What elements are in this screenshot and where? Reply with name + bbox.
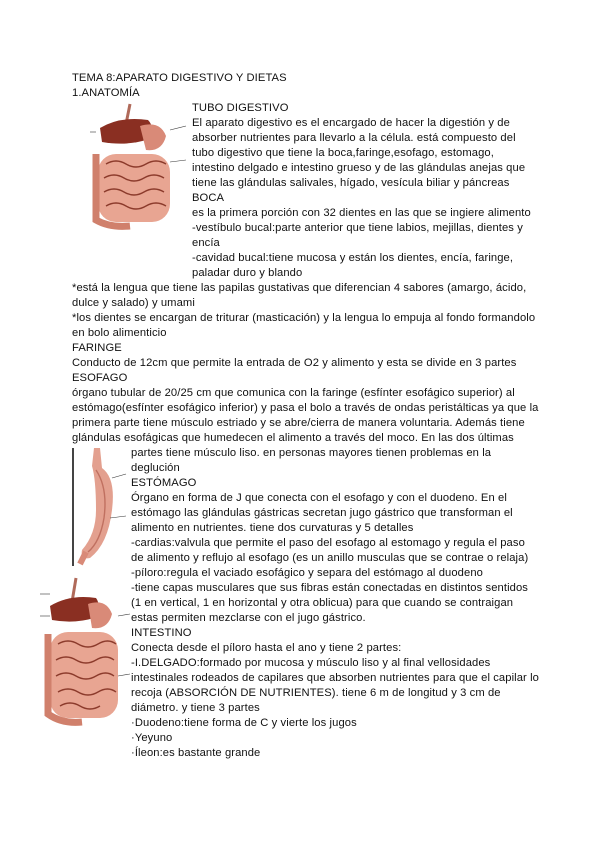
heading-estomago: ESTÓMAGO <box>131 477 197 489</box>
text-line: intestino delgado e intestino grueso y de las glándulas anejas que <box>192 162 526 174</box>
text-line: estómago(esfínter esofágico inferior) y pasa el bolo a través de ondas peristálticas ya que la <box>72 402 539 414</box>
text-line: diámetro. y tiene 3 partes <box>131 702 260 714</box>
text-line: -tiene capas musculares que sus fibras están conectadas en distintos sentidos <box>131 582 528 594</box>
text-line: recoja (ABSORCIÓN DE NUTRIENTES). tiene 6 m de longitud y 3 cm de <box>131 687 501 699</box>
text-line: en bolo alimenticio <box>72 327 167 339</box>
text-line: Conducto de 12cm que permite la entrada de O2 y alimento y esta se divide en 3 partes <box>72 357 517 369</box>
text-line: es la primera porción con 32 dientes en las que se ingiere alimento <box>192 207 531 219</box>
text-line: -I.DELGADO:formado por mucosa y músculo liso y al final vellosidades <box>131 657 491 669</box>
text-line: El aparato digestivo es el encargado de hacer la digestión y de <box>192 117 510 129</box>
heading-boca: BOCA <box>192 192 225 204</box>
text-line: -cavidad bucal:tiene mucosa y están los dientes, encía, faringe, <box>192 252 514 264</box>
text-line: ·Duodeno:tiene forma de C y vierte los jugos <box>131 717 357 729</box>
digestive-system-illustration-2 <box>40 576 130 726</box>
text-line: primera parte tiene músculo estriado y se abre/cierra de manera voluntaria. Además tiene <box>72 417 525 429</box>
text-line: -vestíbulo bucal:parte anterior que tiene labios, mejillas, dientes y <box>192 222 523 234</box>
section-heading: 1.ANATOMÍA <box>72 87 140 99</box>
text-line: Órgano en forma de J que conecta con el esofago y con el duodeno. En el <box>131 492 507 504</box>
heading-tubo-digestivo: TUBO DIGESTIVO <box>192 102 289 114</box>
text-line: -píloro:regula el vaciado esofágico y separa del estómago al duodeno <box>131 567 483 579</box>
text-line: paladar duro y blando <box>192 267 303 279</box>
text-line: estómago las glándulas gástricas secretan jugo gástrico que transforman el <box>131 507 513 519</box>
text-line: ·Íleon:es bastante grande <box>131 747 261 759</box>
text-line: órgano tubular de 20/25 cm que comunica con la faringe (esfínter esofágico superior) al <box>72 387 515 399</box>
text-line: dulce y salado) y umami <box>72 297 195 309</box>
text-line: (1 en vertical, 1 en horizontal y otra oblicua) para que cuando se contraigan <box>131 597 514 609</box>
page-title: TEMA 8:APARATO DIGESTIVO Y DIETAS <box>72 72 287 84</box>
heading-intestino: INTESTINO <box>131 627 192 639</box>
text-line: -cardias:valvula que permite el paso del esofago al estomago y regula el paso <box>131 537 525 549</box>
text-line: partes tiene músculo liso. en personas mayores tienen problemas en la <box>131 447 492 459</box>
heading-esofago: ESOFAGO <box>72 372 128 384</box>
text-line: encía <box>192 237 220 249</box>
text-line: estas permiten mezclarse con el jugo gástrico. <box>131 612 366 624</box>
text-line: ·Yeyuno <box>131 732 173 744</box>
text-line: alimento en nutrientes. tiene dos curvaturas y 5 detalles <box>131 522 414 534</box>
digestive-system-illustration <box>90 102 188 234</box>
stomach-illustration <box>72 448 127 566</box>
text-line: Conecta desde el píloro hasta el ano y tiene 2 partes: <box>131 642 402 654</box>
text-line: intestinales rodeados de capilares que absorben nutrientes para que el capilar lo <box>131 672 540 684</box>
text-line: de alimento y reflujo al esofago (es un anillo musculas que se contrae o relaja) <box>131 552 529 564</box>
text-line: *los dientes se encargan de triturar (masticación) y la lengua lo empuja al fondo formandolo <box>72 312 536 324</box>
text-line: tiene las glándulas salivales, hígado, vesícula biliar y páncreas <box>192 177 510 189</box>
heading-faringe: FARINGE <box>72 342 122 354</box>
text-line: absorber nutrientes para llevarlo a la célula. está compuesto del <box>192 132 516 144</box>
text-line: glándulas esofágicas que humedecen el alimento a través del moco. En las dos últimas <box>72 432 514 444</box>
text-line: tubo digestivo que tiene la boca,faringe,esofago, estomago, <box>192 147 494 159</box>
text-line: deglución <box>131 462 180 474</box>
text-line: *está la lengua que tiene las papilas gustativas que diferencian 4 sabores (amargo, ácido, <box>72 282 527 294</box>
